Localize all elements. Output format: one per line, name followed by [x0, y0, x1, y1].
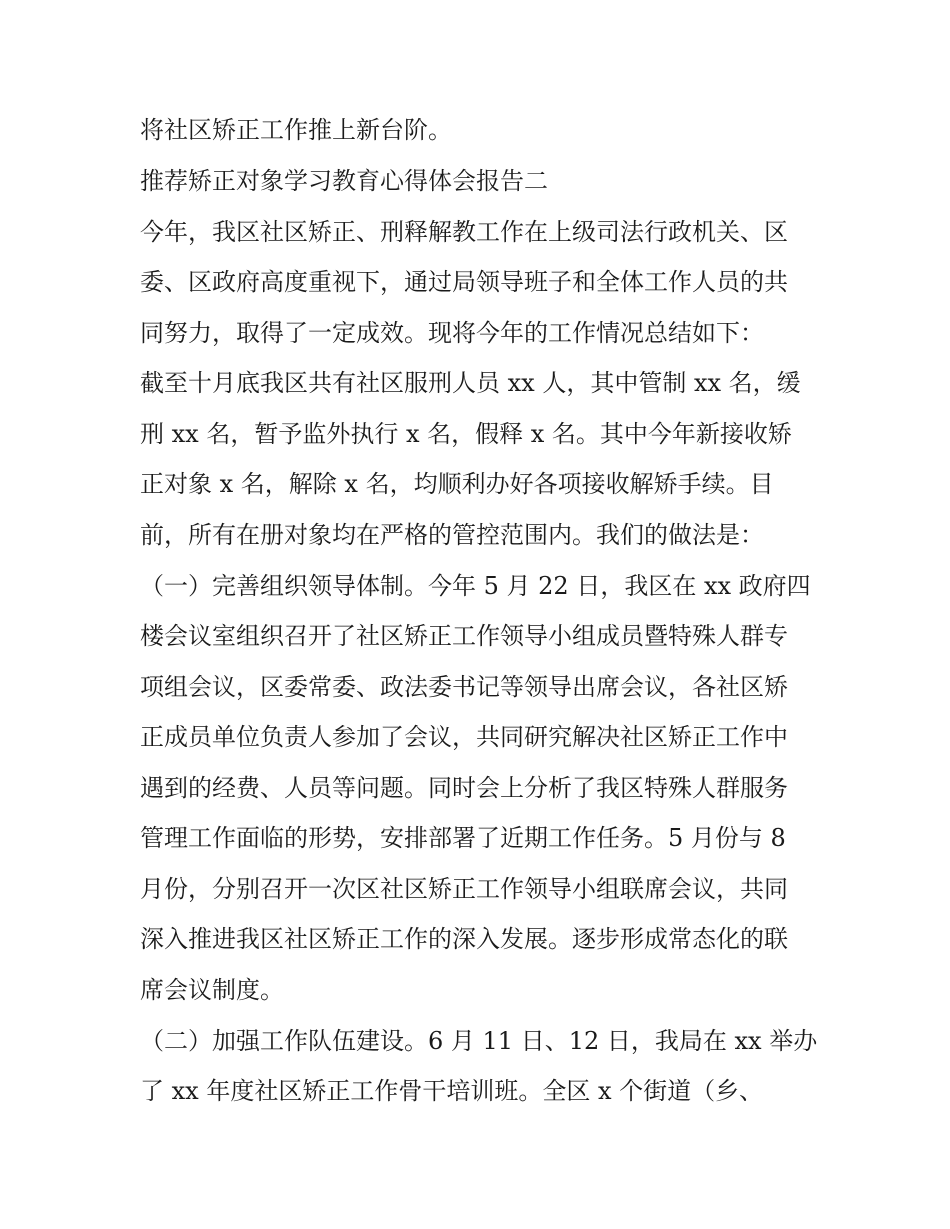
- text-line: 将社区矫正工作推上新台阶。: [140, 116, 452, 144]
- text-line: 前，所有在册对象均在严格的管控范围内。我们的做法是：: [140, 521, 764, 549]
- text-line: 月份，分别召开一次区社区矫正工作领导小组联席会议，共同: [140, 875, 788, 903]
- text-line: 深入推进我区社区矫正工作的深入发展。逐步形成常态化的联: [140, 925, 788, 953]
- text-line: 管理工作面临的形势，安排部署了近期工作任务。5 月份与 8: [140, 824, 786, 852]
- text-line: 委、区政府高度重视下，通过局领导班子和全体工作人员的共: [140, 268, 788, 296]
- text-line: 刑 xx 名，暂予监外执行 x 名，假释 x 名。其中今年新接收矫: [140, 420, 792, 448]
- text-line: 今年，我区社区矫正、刑释解教工作在上级司法行政机关、区: [140, 218, 788, 246]
- text-line: 席会议制度。: [140, 976, 284, 1004]
- text-line: 了 xx 年度社区矫正工作骨干培训班。全区 x 个街道（乡、: [140, 1077, 764, 1105]
- text-line: 楼会议室组织召开了社区矫正工作领导小组成员暨特殊人群专: [140, 622, 788, 650]
- text-line: （二）加强工作队伍建设。6 月 11 日、12 日，我局在 xx 举办: [140, 1027, 818, 1055]
- text-line: 同努力，取得了一定成效。现将今年的工作情况总结如下：: [140, 319, 764, 347]
- section-heading: 推荐矫正对象学习教育心得体会报告二: [140, 167, 548, 195]
- text-line: 遇到的经费、人员等问题。同时会上分析了我区特殊人群服务: [140, 774, 788, 802]
- text-line: 正成员单位负责人参加了会议，共同研究解决社区矫正工作中: [140, 723, 788, 751]
- text-line: 项组会议，区委常委、政法委书记等领导出席会议，各社区矫: [140, 673, 788, 701]
- text-line: （一）完善组织领导体制。今年 5 月 22 日，我区在 xx 政府四: [140, 572, 811, 600]
- text-line: 截至十月底我区共有社区服刑人员 xx 人，其中管制 xx 名，缓: [140, 369, 801, 397]
- text-line: 正对象 x 名，解除 x 名，均顺利办好各项接收解矫手续。目: [140, 470, 774, 498]
